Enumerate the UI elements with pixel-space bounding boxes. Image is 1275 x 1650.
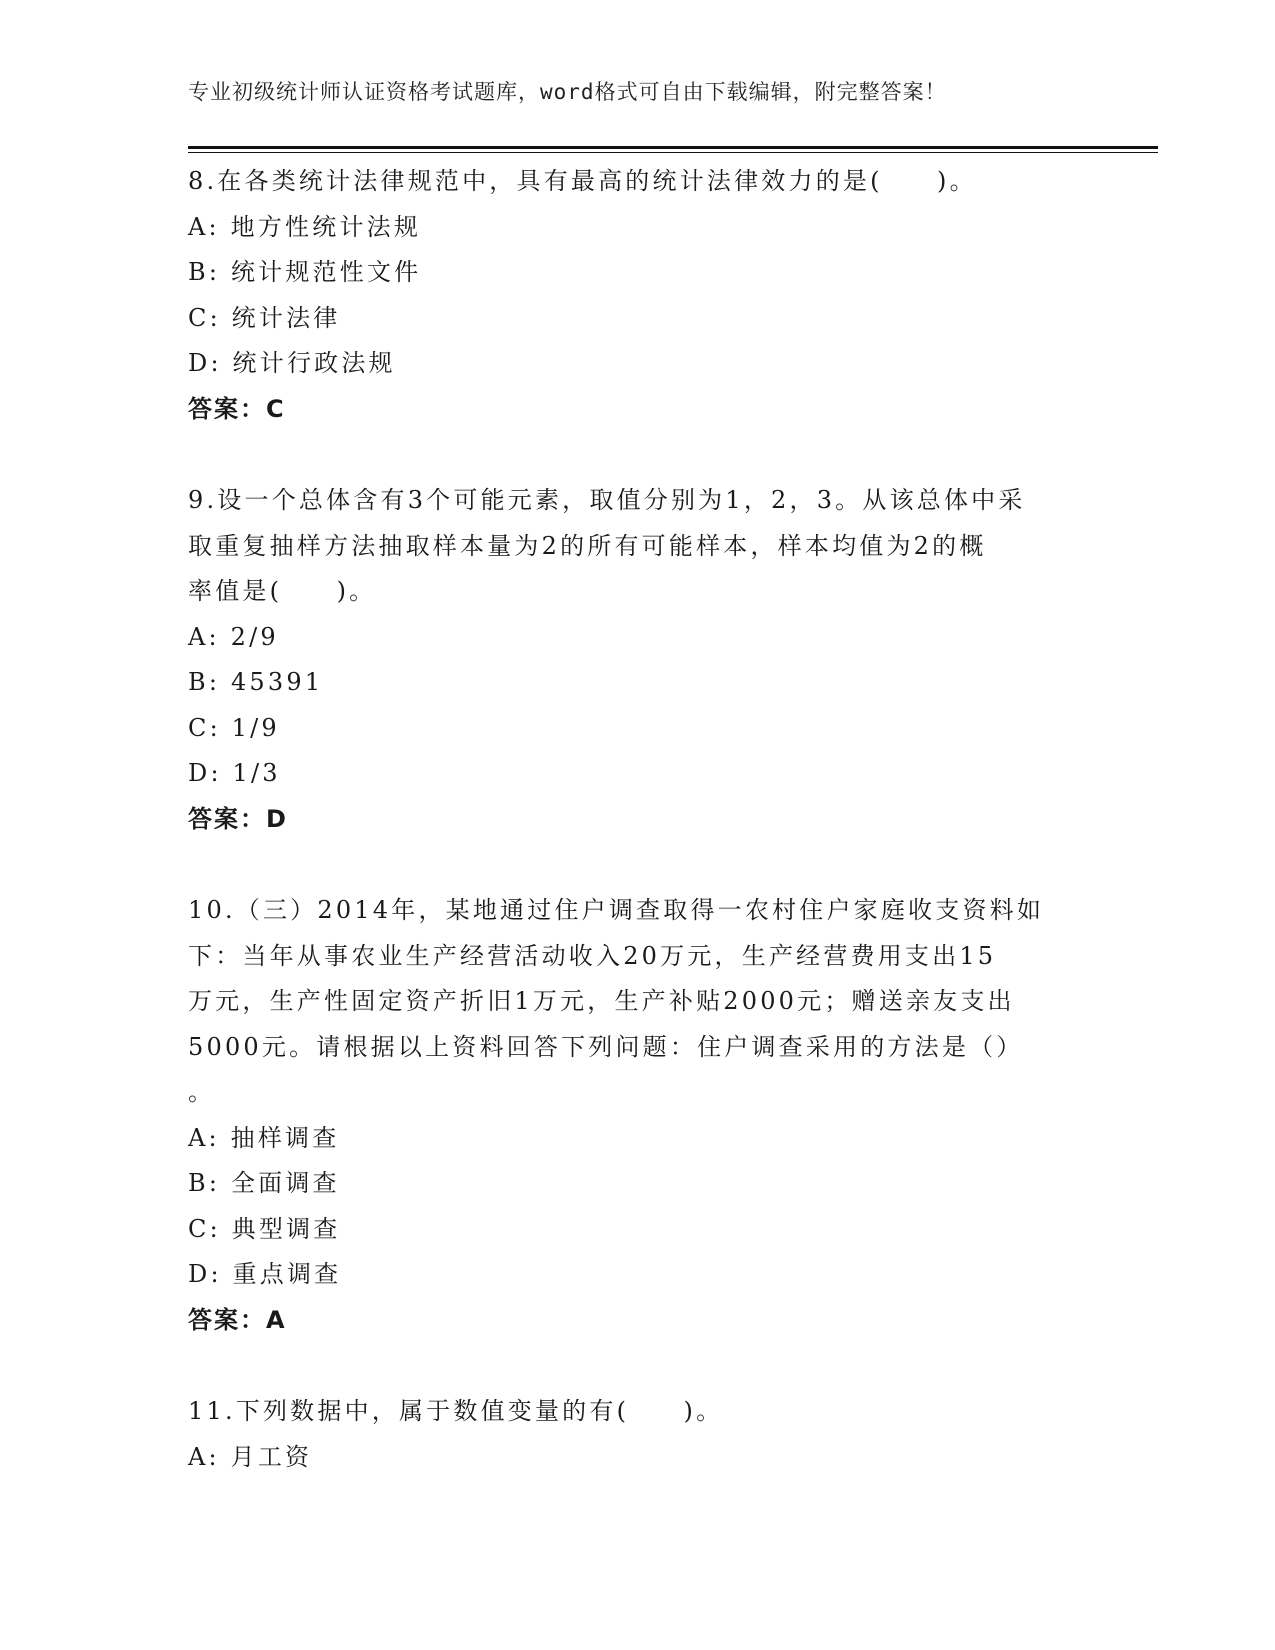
question-8 — [188, 159, 1088, 432]
option-a: A: 地方性统计法规 — [188, 212, 422, 241]
question-stem: 9.设一个总体含有3个可能元素，取值分别为1，2，3。从该总体中采 — [188, 486, 1026, 514]
option-c: C: 统计法律 — [188, 303, 341, 332]
question-list — [188, 159, 1088, 1480]
option-c: C: 1/9 — [188, 713, 280, 742]
option-a: A: 抽样调查 — [188, 1123, 340, 1152]
question-stem: 率值是( )。 — [188, 577, 377, 605]
question-stem: 取重复抽样方法抽取样本量为2的所有可能样本，样本均值为2的概 — [188, 531, 987, 560]
answer: 答案：C — [188, 394, 286, 423]
question-10 — [188, 888, 1088, 1343]
page-header: 专业初级统计师认证资格考试题库，word格式可自由下载编辑，附完整答案！ — [188, 80, 947, 104]
option-a: A: 2/9 — [188, 622, 279, 651]
question-11 — [188, 1389, 1088, 1480]
option-b: B: 45391 — [188, 668, 324, 696]
question-stem: 万元，生产性固定资产折旧1万元，生产补贴2000元；赠送亲友支出 — [188, 987, 1015, 1015]
question-stem: 5000元。请根据以上资料回答下列问题：住户调查采用的方法是（） — [188, 1032, 1024, 1061]
question-stem: 10.（三）2014年，某地通过住户调查取得一农村住户家庭收支资料如 — [188, 896, 1045, 924]
spacer — [188, 842, 1088, 888]
option-d: D: 统计行政法规 — [188, 349, 396, 377]
answer: 答案：D — [188, 804, 288, 833]
answer: 答案：A — [188, 1305, 287, 1334]
question-stem: 下：当年从事农业生产经营活动收入20万元，生产经营费用支出15 — [188, 941, 997, 970]
question-stem: 8.在各类统计法律规范中，具有最高的统计法律效力的是( )。 — [188, 167, 977, 195]
question-stem: 。 — [188, 1078, 216, 1106]
spacer — [188, 432, 1088, 478]
spacer — [188, 1343, 1088, 1389]
option-b: B: 统计规范性文件 — [188, 258, 422, 286]
option-a: A: 月工资 — [188, 1442, 313, 1471]
option-b: B: 全面调查 — [188, 1169, 340, 1197]
option-c: C: 典型调查 — [188, 1214, 341, 1243]
header-rule-thin — [188, 152, 1158, 153]
option-d: D: 1/3 — [188, 759, 281, 787]
option-d: D: 重点调查 — [188, 1260, 342, 1288]
question-stem: 11.下列数据中，属于数值变量的有( )。 — [188, 1397, 724, 1425]
question-9 — [188, 478, 1088, 842]
header-rule-thick — [188, 146, 1158, 149]
